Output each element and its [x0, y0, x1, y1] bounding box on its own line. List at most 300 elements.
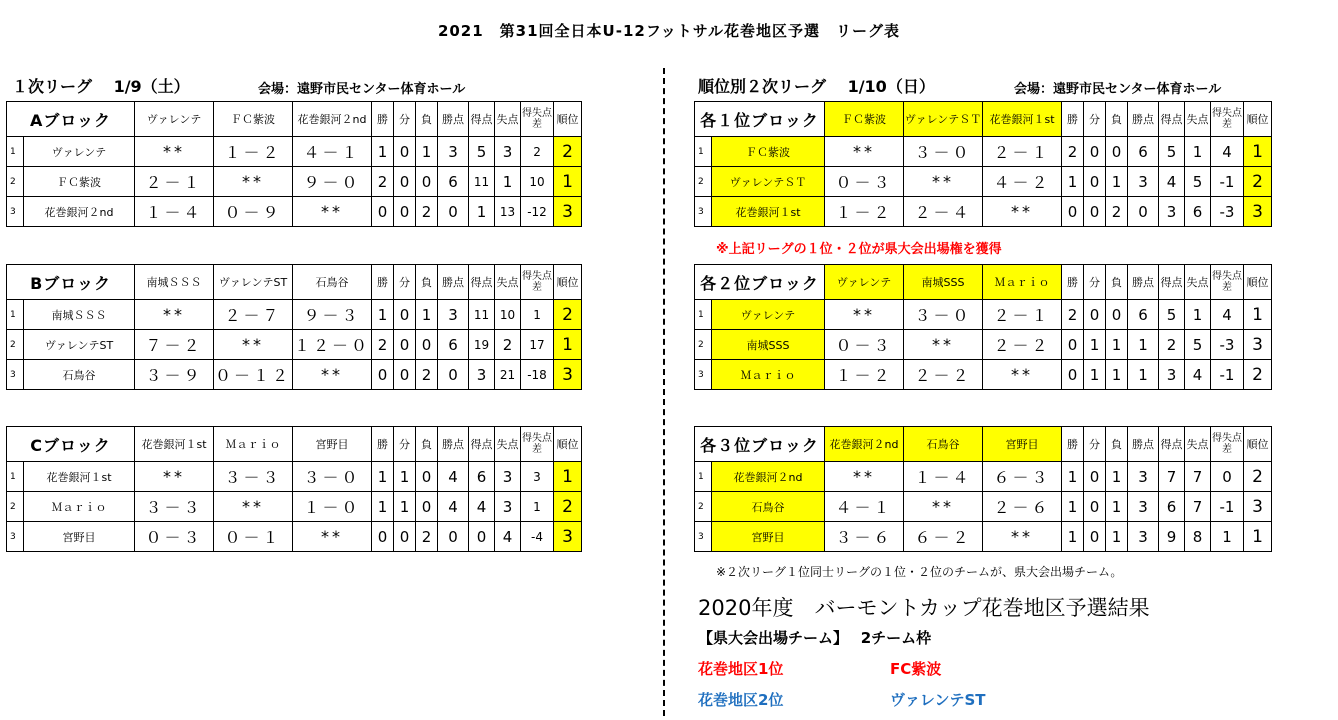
stat-value: 5 — [469, 137, 495, 167]
stat-value: 0 — [1106, 300, 1128, 330]
stat-header: 勝 — [372, 102, 394, 137]
table-row — [695, 197, 1272, 227]
stat-header: 勝点 — [438, 102, 469, 137]
match-score: ３－３ — [214, 462, 293, 492]
stat-value: 0 — [416, 167, 438, 197]
stat-value: 1 — [495, 167, 521, 197]
stat-value: -12 — [521, 197, 554, 227]
stat-value: 4 — [1211, 137, 1244, 167]
result-team-2: ヴァレンテST — [890, 691, 986, 709]
match-score: ** — [904, 330, 983, 360]
stat-value: 5 — [1185, 330, 1211, 360]
rank-value: 2 — [1244, 167, 1272, 197]
column-team-header: ヴァレンテＳＴ — [904, 102, 983, 137]
stat-header: 分 — [394, 102, 416, 137]
stat-value: 1 — [1084, 330, 1106, 360]
stat-value: 6 — [438, 167, 469, 197]
rank-value: 3 — [554, 197, 582, 227]
stat-value: -1 — [1211, 167, 1244, 197]
row-number: 2 — [695, 492, 712, 522]
rank-value: 1 — [554, 330, 582, 360]
block-name: 各１位ブロック — [695, 102, 825, 137]
match-score: ９－３ — [293, 300, 372, 330]
stat-value: 1 — [394, 492, 416, 522]
match-score: ０－１２ — [214, 360, 293, 390]
stat-value: 2 — [416, 360, 438, 390]
stat-value: 0 — [1084, 522, 1106, 552]
match-score: １－４ — [904, 462, 983, 492]
stat-header: 失点 — [1185, 427, 1211, 462]
stat-value: 0 — [1062, 197, 1084, 227]
match-score: ** — [983, 360, 1062, 390]
column-team-header: Ｍａｒｉｏ — [214, 427, 293, 462]
stat-value: 3 — [438, 137, 469, 167]
match-score: ０－３ — [135, 522, 214, 552]
stat-value: 4 — [438, 462, 469, 492]
match-score: ** — [825, 137, 904, 167]
row-number: 3 — [7, 522, 24, 552]
stat-value: 0 — [394, 137, 416, 167]
match-score: ** — [135, 300, 214, 330]
row-team-name: 花巻銀河１st — [712, 197, 825, 227]
match-score: ** — [293, 522, 372, 552]
stat-value: 0 — [1211, 462, 1244, 492]
match-score: ４－１ — [825, 492, 904, 522]
block-name: 各２位ブロック — [695, 265, 825, 300]
match-score: ** — [904, 167, 983, 197]
stat-header: 分 — [394, 265, 416, 300]
match-score: ** — [135, 137, 214, 167]
stat-value: 2 — [416, 522, 438, 552]
stat-value: 3 — [438, 300, 469, 330]
row-number: 1 — [695, 300, 712, 330]
stat-header: 勝点 — [438, 265, 469, 300]
stat-header: 得失点差 — [521, 427, 554, 462]
row-number: 2 — [7, 167, 24, 197]
column-team-header: Ｍａｒｉｏ — [983, 265, 1062, 300]
stat-value: 1 — [1084, 360, 1106, 390]
stat-value: 7 — [1185, 462, 1211, 492]
stat-value: 0 — [372, 522, 394, 552]
table-row — [7, 197, 582, 227]
stat-value: 3 — [1159, 197, 1185, 227]
page-title: 2021 第31回全日本U-12フットサル花巻地区予選 リーグ表 — [437, 22, 901, 40]
stat-value: 0 — [372, 197, 394, 227]
row-number: 3 — [695, 197, 712, 227]
column-team-header: 南城SSS — [904, 265, 983, 300]
row-team-name: ヴァレンテＳＴ — [712, 167, 825, 197]
stat-value: 11 — [469, 300, 495, 330]
stat-header: 分 — [394, 427, 416, 462]
match-score: １－４ — [135, 197, 214, 227]
right-block-table-1 — [694, 101, 1272, 227]
stat-value: 0 — [416, 492, 438, 522]
stat-value: 2 — [372, 167, 394, 197]
stat-value: 2 — [495, 330, 521, 360]
stat-header: 勝点 — [1128, 265, 1159, 300]
row-number: 2 — [695, 330, 712, 360]
stat-value: 4 — [495, 522, 521, 552]
stat-value: 0 — [394, 197, 416, 227]
table-row — [695, 330, 1272, 360]
rank-value: 1 — [554, 462, 582, 492]
second-league-heading: 順位別２次リーグ 1/10（日） — [698, 77, 935, 96]
stat-header: 得点 — [1159, 265, 1185, 300]
stat-value: 1 — [1106, 522, 1128, 552]
stat-value: -1 — [1211, 360, 1244, 390]
row-team-name: ヴァレンテST — [24, 330, 135, 360]
stat-header: 失点 — [1185, 265, 1211, 300]
rank-value: 2 — [554, 300, 582, 330]
stat-value: 1 — [1062, 492, 1084, 522]
stat-value: 6 — [438, 330, 469, 360]
stat-header: 失点 — [495, 265, 521, 300]
stat-value: 0 — [1084, 462, 1106, 492]
right-block-table-2 — [694, 264, 1272, 390]
match-score: ２－４ — [904, 197, 983, 227]
row-number: 2 — [7, 330, 24, 360]
row-number: 1 — [7, 462, 24, 492]
stat-header: 負 — [416, 265, 438, 300]
rank-value: 2 — [554, 137, 582, 167]
qualification-note: ※上記リーグの１位・２位が県大会出場権を獲得 — [716, 242, 1002, 257]
stat-value: 0 — [416, 330, 438, 360]
stat-header: 順位 — [1244, 102, 1272, 137]
stat-value: 0 — [1062, 360, 1084, 390]
left-block-table-2 — [6, 264, 582, 390]
result-label-2: 花巻地区2位 — [698, 691, 784, 709]
stat-value: 3 — [495, 137, 521, 167]
stat-header: 失点 — [1185, 102, 1211, 137]
row-team-name: ヴァレンテ — [712, 300, 825, 330]
stat-value: 0 — [1084, 492, 1106, 522]
stat-value: 4 — [438, 492, 469, 522]
stat-value: 3 — [469, 360, 495, 390]
left-block-table-1 — [6, 101, 582, 227]
result-team-1: FC紫波 — [890, 660, 942, 678]
stat-value: 1 — [1106, 462, 1128, 492]
stat-value: 1 — [416, 137, 438, 167]
stat-value: 0 — [438, 522, 469, 552]
stat-value: 1 — [1106, 492, 1128, 522]
match-score: ** — [983, 197, 1062, 227]
table-row — [7, 360, 582, 390]
stat-value: 1 — [1062, 462, 1084, 492]
stat-value: 0 — [438, 197, 469, 227]
stat-value: 1 — [394, 462, 416, 492]
stat-header: 分 — [1084, 427, 1106, 462]
stat-value: 5 — [1159, 300, 1185, 330]
row-team-name: ヴァレンテ — [24, 137, 135, 167]
match-score: ２－１ — [983, 300, 1062, 330]
stat-value: 1 — [372, 492, 394, 522]
match-score: ２－６ — [983, 492, 1062, 522]
rank-value: 3 — [1244, 492, 1272, 522]
match-score: ２－７ — [214, 300, 293, 330]
stat-value: 3 — [1159, 360, 1185, 390]
table-row — [695, 167, 1272, 197]
second-league-venue: 会場：遠野市民センター体育ホール — [1014, 82, 1222, 97]
stat-value: 9 — [1159, 522, 1185, 552]
column-team-header: 宮野目 — [293, 427, 372, 462]
final-note: ※２次リーグ１位同士リーグの１位・２位のチームが、県大会出場チーム。 — [716, 565, 1123, 579]
stat-header: 得点 — [469, 102, 495, 137]
match-score: ０－３ — [825, 167, 904, 197]
stat-header: 勝点 — [1128, 102, 1159, 137]
table-row — [7, 330, 582, 360]
rank-value: 1 — [1244, 522, 1272, 552]
column-team-header: 花巻銀河２nd — [825, 427, 904, 462]
stat-value: 5 — [1185, 167, 1211, 197]
stat-value: 3 — [1128, 462, 1159, 492]
stat-header: 得失点差 — [521, 265, 554, 300]
stat-value: 0 — [1062, 330, 1084, 360]
left-block-table-3 — [6, 426, 582, 552]
stat-value: 5 — [1159, 137, 1185, 167]
stat-value: 3 — [1128, 522, 1159, 552]
stat-value: 0 — [394, 167, 416, 197]
stat-header: 得失点差 — [1211, 102, 1244, 137]
stat-value: 8 — [1185, 522, 1211, 552]
stat-value: 1 — [1062, 167, 1084, 197]
row-team-name: 南城ＳＳＳ — [24, 300, 135, 330]
stat-header: 順位 — [1244, 265, 1272, 300]
column-team-header: 花巻銀河１st — [983, 102, 1062, 137]
stat-value: 1 — [1211, 522, 1244, 552]
stat-header: 負 — [1106, 265, 1128, 300]
stat-value: 1 — [372, 300, 394, 330]
row-number: 2 — [695, 167, 712, 197]
stat-value: 2 — [416, 197, 438, 227]
column-team-header: 南城ＳＳＳ — [135, 265, 214, 300]
stat-value: 3 — [521, 462, 554, 492]
stat-header: 負 — [1106, 102, 1128, 137]
row-team-name: 石鳥谷 — [712, 492, 825, 522]
match-score: ３－６ — [825, 522, 904, 552]
table-row — [695, 492, 1272, 522]
stat-value: 0 — [394, 522, 416, 552]
stat-header: 得点 — [1159, 427, 1185, 462]
row-team-name: Ｍａｒｉｏ — [24, 492, 135, 522]
stat-value: 4 — [1185, 360, 1211, 390]
column-team-header: 花巻銀河２nd — [293, 102, 372, 137]
column-team-header: ＦＣ紫波 — [825, 102, 904, 137]
stat-value: 1 — [1128, 360, 1159, 390]
match-score: １－２ — [825, 360, 904, 390]
column-team-header: 花巻銀河１st — [135, 427, 214, 462]
stat-value: -3 — [1211, 197, 1244, 227]
match-score: ２－２ — [983, 330, 1062, 360]
row-number: 1 — [695, 137, 712, 167]
match-score: ** — [214, 167, 293, 197]
match-score: ３－９ — [135, 360, 214, 390]
stat-value: 21 — [495, 360, 521, 390]
stat-value: 2 — [521, 137, 554, 167]
stat-value: 0 — [1084, 137, 1106, 167]
stat-value: 3 — [1128, 167, 1159, 197]
stat-value: 4 — [1159, 167, 1185, 197]
stat-header: 分 — [1084, 102, 1106, 137]
stat-header: 得失点差 — [1211, 265, 1244, 300]
row-number: 3 — [7, 360, 24, 390]
match-score: ３－０ — [293, 462, 372, 492]
row-team-name: 花巻銀河２nd — [24, 197, 135, 227]
table-row — [7, 522, 582, 552]
match-score: ** — [293, 197, 372, 227]
match-score: ３－０ — [904, 300, 983, 330]
stat-value: 10 — [495, 300, 521, 330]
match-score: ** — [825, 300, 904, 330]
block-name: 各３位ブロック — [695, 427, 825, 462]
stat-value: 17 — [521, 330, 554, 360]
rank-value: 3 — [554, 360, 582, 390]
rank-value: 1 — [554, 167, 582, 197]
stat-header: 得点 — [469, 427, 495, 462]
column-team-header: ヴァレンテ — [825, 265, 904, 300]
stat-value: 2 — [1062, 300, 1084, 330]
column-team-header: ヴァレンテST — [214, 265, 293, 300]
match-score: ０－１ — [214, 522, 293, 552]
table-row — [7, 300, 582, 330]
rank-value: 3 — [1244, 330, 1272, 360]
table-row — [695, 462, 1272, 492]
rank-value: 2 — [1244, 360, 1272, 390]
row-number: 2 — [7, 492, 24, 522]
stat-value: 13 — [495, 197, 521, 227]
column-team-header: ＦＣ紫波 — [214, 102, 293, 137]
stat-value: 1 — [372, 462, 394, 492]
stat-header: 得失点差 — [1211, 427, 1244, 462]
stat-value: 4 — [469, 492, 495, 522]
stat-header: 順位 — [1244, 427, 1272, 462]
match-score: ４－２ — [983, 167, 1062, 197]
stat-header: 得点 — [469, 265, 495, 300]
stat-value: -1 — [1211, 492, 1244, 522]
row-number: 3 — [7, 197, 24, 227]
stat-value: 2 — [1062, 137, 1084, 167]
stat-header: 得失点差 — [521, 102, 554, 137]
result-subtitle: 【県大会出場チーム】 2チーム枠 — [698, 629, 932, 647]
row-team-name: ＦＣ紫波 — [24, 167, 135, 197]
stat-header: 勝 — [1062, 427, 1084, 462]
match-score: ０－９ — [214, 197, 293, 227]
match-score: ** — [135, 462, 214, 492]
stat-value: 1 — [521, 300, 554, 330]
stat-header: 勝 — [1062, 265, 1084, 300]
stat-value: 1 — [521, 492, 554, 522]
match-score: ０－３ — [825, 330, 904, 360]
stat-header: 勝点 — [438, 427, 469, 462]
stat-value: 6 — [1128, 137, 1159, 167]
match-score: ** — [904, 492, 983, 522]
column-team-header: 石鳥谷 — [904, 427, 983, 462]
stat-value: 0 — [469, 522, 495, 552]
stat-value: 6 — [1159, 492, 1185, 522]
stat-header: 順位 — [554, 102, 582, 137]
stat-value: 1 — [1106, 330, 1128, 360]
stat-value: 6 — [469, 462, 495, 492]
table-row — [7, 462, 582, 492]
result-title: 2020年度 バーモントカップ花巻地区予選結果 — [698, 596, 1150, 620]
stat-header: 負 — [416, 102, 438, 137]
stat-value: 0 — [1106, 137, 1128, 167]
stat-value: 6 — [1128, 300, 1159, 330]
stat-header: 負 — [416, 427, 438, 462]
match-score: ** — [983, 522, 1062, 552]
rank-value: 3 — [554, 522, 582, 552]
stat-value: 0 — [372, 360, 394, 390]
match-score: ２－１ — [135, 167, 214, 197]
stat-value: 0 — [1128, 197, 1159, 227]
row-team-name: 花巻銀河１st — [24, 462, 135, 492]
stat-value: 1 — [1106, 167, 1128, 197]
stat-value: 0 — [1084, 167, 1106, 197]
stat-value: 0 — [394, 300, 416, 330]
row-number: 3 — [695, 522, 712, 552]
row-number: 1 — [695, 462, 712, 492]
match-score: ３－３ — [135, 492, 214, 522]
block-name: Aブロック — [7, 102, 135, 137]
match-score: ２－１ — [983, 137, 1062, 167]
stat-value: -18 — [521, 360, 554, 390]
row-team-name: 南城SSS — [712, 330, 825, 360]
stat-value: 1 — [372, 137, 394, 167]
match-score: ** — [825, 462, 904, 492]
stat-value: 2 — [1159, 330, 1185, 360]
right-block-table-3 — [694, 426, 1272, 552]
stat-value: -3 — [1211, 330, 1244, 360]
table-row — [695, 137, 1272, 167]
column-team-header: 石鳥谷 — [293, 265, 372, 300]
stat-header: 勝点 — [1128, 427, 1159, 462]
section-divider — [663, 68, 665, 716]
stat-value: 1 — [416, 300, 438, 330]
stat-header: 勝 — [372, 265, 394, 300]
stat-value: 0 — [394, 360, 416, 390]
stat-header: 失点 — [495, 427, 521, 462]
stat-value: 6 — [1185, 197, 1211, 227]
match-score: １２－０ — [293, 330, 372, 360]
stat-header: 順位 — [554, 265, 582, 300]
row-number: 1 — [7, 300, 24, 330]
rank-value: 2 — [1244, 462, 1272, 492]
stat-value: 11 — [469, 167, 495, 197]
match-score: ３－０ — [904, 137, 983, 167]
row-number: 1 — [7, 137, 24, 167]
stat-header: 失点 — [495, 102, 521, 137]
row-team-name: 花巻銀河２nd — [712, 462, 825, 492]
stat-header: 順位 — [554, 427, 582, 462]
match-score: ** — [293, 360, 372, 390]
stat-value: 1 — [1106, 360, 1128, 390]
match-score: ６－３ — [983, 462, 1062, 492]
stat-value: 1 — [1128, 330, 1159, 360]
match-score: ６－２ — [904, 522, 983, 552]
match-score: ４－１ — [293, 137, 372, 167]
table-row — [7, 492, 582, 522]
match-score: ２－２ — [904, 360, 983, 390]
result-label-1: 花巻地区1位 — [698, 660, 784, 678]
stat-value: 7 — [1159, 462, 1185, 492]
rank-value: 3 — [1244, 197, 1272, 227]
table-row — [7, 137, 582, 167]
stat-value: 0 — [416, 462, 438, 492]
match-score: ７－２ — [135, 330, 214, 360]
row-team-name: ＦＣ紫波 — [712, 137, 825, 167]
stat-value: 1 — [1185, 300, 1211, 330]
row-team-name: 石鳥谷 — [24, 360, 135, 390]
row-number: 3 — [695, 360, 712, 390]
